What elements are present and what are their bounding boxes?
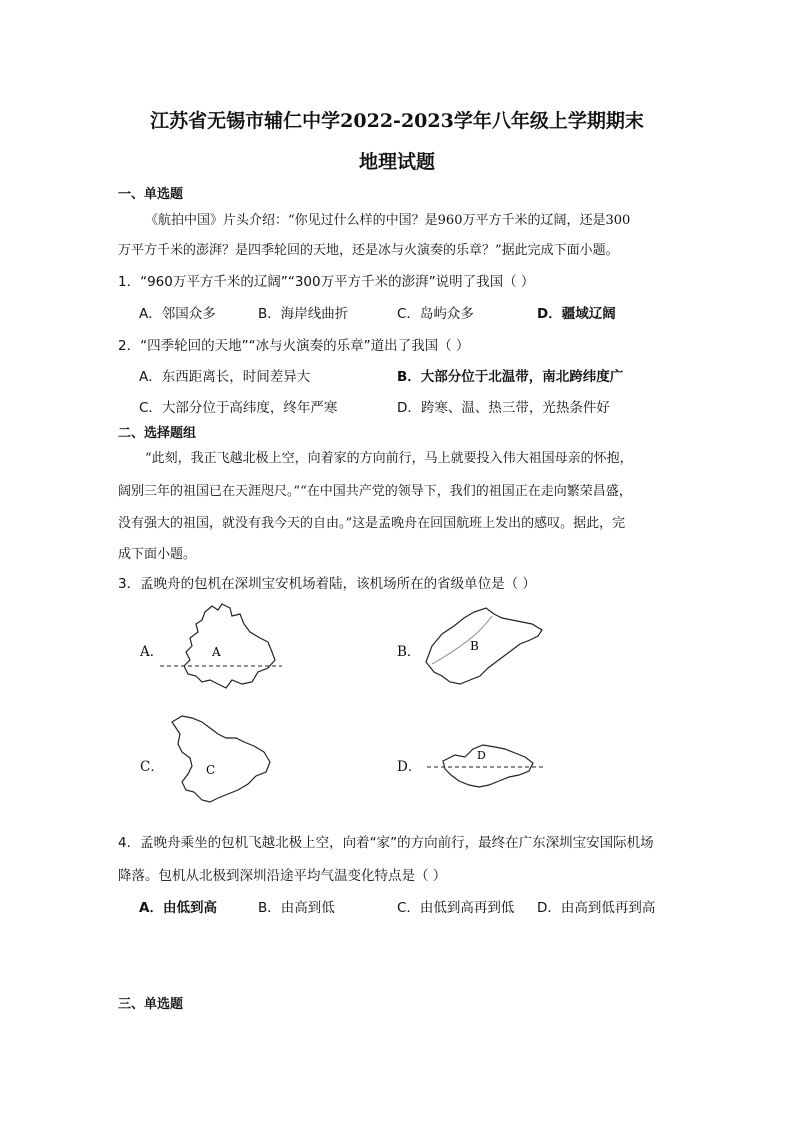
section-heading-3: 三、单选题 [118, 997, 184, 1012]
q2-option-d[interactable]: D．跨寒、温、热三带，光热条件好 [397, 400, 610, 416]
section1-intro-line2: 万平方千米的澎湃？是四季轮回的天地，还是冰与火演奏的乐章？”据此完成下面小题。 [118, 243, 619, 258]
q1-option-a[interactable]: A．邻国众多 [139, 306, 216, 322]
section2-intro-line2: 阔别三年的祖国已在天涯咫尺。”“在中国共产党的领导下，我们的祖国正在走向繁荣昌盛， [118, 484, 632, 499]
question-4-stem-line1: 4．孟晚舟乘坐的包机飞越北极上空，向着“家”的方向前行，最终在广东深圳宝安国际机场 [118, 835, 654, 851]
question-4-stem-line2: 降落。包机从北极到深圳沿途平均气温变化特点是（ ） [118, 868, 447, 884]
page-title-line2: 地理试题 [358, 151, 435, 173]
q4-option-d[interactable]: D．由高到低再到高 [537, 900, 656, 916]
question-3-stem: 3．孟晚舟的包机在深圳宝安机场着陆，该机场所在的省级单位是（ ） [118, 576, 536, 592]
question-1-stem: 1．“960万平方千米的辽阔”“300万平方千米的澎湃”说明了我国（ ） [118, 274, 535, 290]
section2-intro-line3: 没有强大的祖国，就没有我今天的自由。”这是孟晚舟在回国航班上发出的感叹。据此，完 [118, 516, 626, 531]
section-heading-1: 一、单选题 [118, 187, 184, 202]
section2-intro-line1: “此刻，我正飞越北极上空，向着家的方向前行，马上就要投入伟大祖国母亲的怀抱， [145, 451, 633, 466]
province-map-b[interactable] [420, 604, 550, 689]
q4-option-c[interactable]: C．由低到高再到低 [397, 900, 515, 916]
q3-option-c[interactable]: C． [140, 759, 164, 775]
q2-option-b[interactable]: B．大部分位于北温带，南北跨纬度广 [397, 369, 624, 385]
q4-option-b[interactable]: B．由高到低 [258, 900, 335, 916]
q1-option-d[interactable]: D．疆域辽阔 [537, 306, 616, 322]
q3-option-a[interactable]: A． [140, 644, 164, 660]
section1-intro-line1: 《航拍中国》片头介绍：“你见过什么样的中国？是960万平方千米的辽阔，还是300 [145, 213, 631, 228]
q2-option-c[interactable]: C．大部分位于高纬度，终年严寒 [139, 400, 338, 416]
map-b-label: B [470, 639, 479, 653]
map-d-label: D [477, 749, 486, 762]
province-map-d[interactable] [425, 735, 545, 795]
map-c-label: C [206, 763, 216, 777]
province-map-c[interactable] [168, 708, 278, 808]
q3-option-d[interactable]: D． [397, 759, 422, 775]
q2-option-a[interactable]: A．东西距离长，时间差异大 [139, 369, 311, 385]
q3-option-b[interactable]: B． [397, 644, 421, 660]
province-map-a[interactable] [160, 602, 285, 692]
q1-option-c[interactable]: C．岛屿众多 [397, 306, 474, 322]
section2-intro-line4: 成下面小题。 [118, 547, 197, 562]
section-heading-2: 二、选择题组 [118, 426, 197, 441]
q1-option-b[interactable]: B．海岸线曲折 [258, 306, 349, 322]
map-a-label: A [212, 645, 221, 659]
page-title-line1: 江苏省无锡市辅仁中学2022-2023学年八年级上学期期末 [150, 110, 644, 132]
q4-option-a[interactable]: A．由低到高 [139, 900, 217, 916]
question-2-stem: 2．“四季轮回的天地”“冰与火演奏的乐章”道出了我国（ ） [118, 338, 470, 354]
